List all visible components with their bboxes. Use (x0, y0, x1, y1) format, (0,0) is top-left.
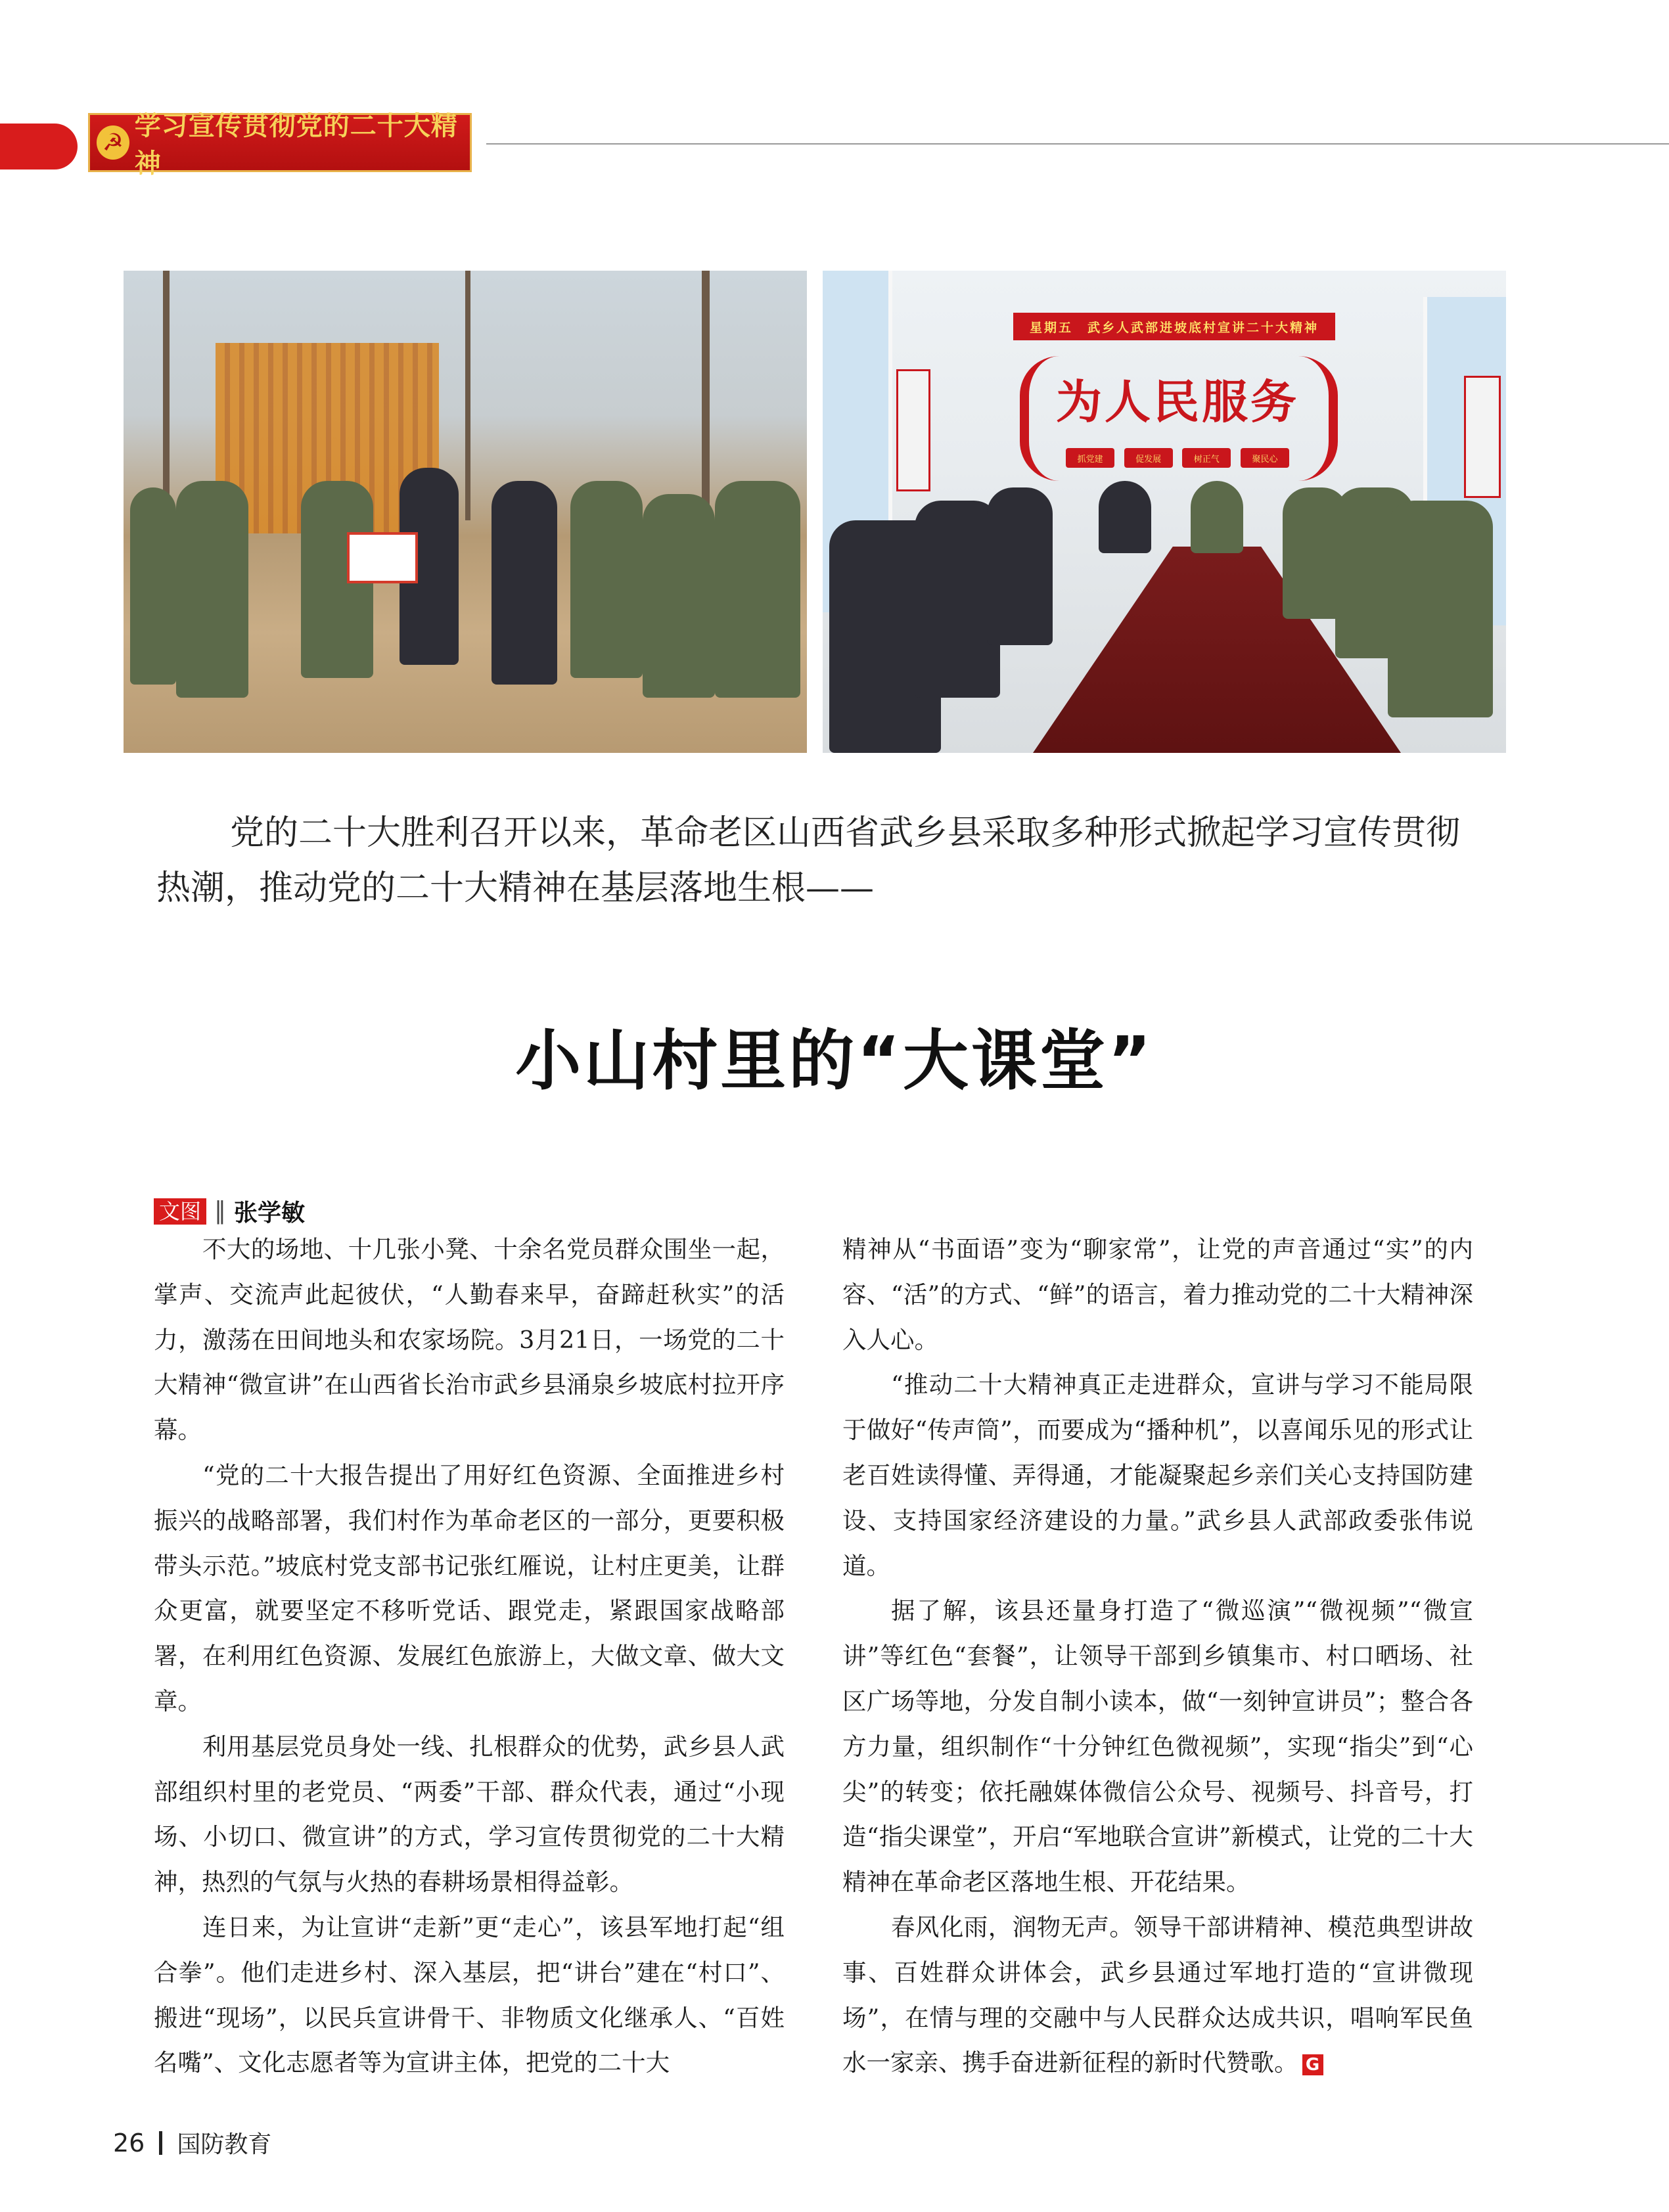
body-paragraph-continuation: 精神从“书面语”变为“聊家常”，让党的声音通过“实”的内容、“活”的方式、“鲜”的语言，着力推动党的二十大精神深入人心。 (842, 1235, 1473, 1354)
body-column-left (154, 1227, 785, 2086)
section-banner (88, 110, 472, 179)
tree-trunk (465, 271, 470, 520)
wall-tag: 树正气 (1182, 448, 1231, 468)
body-paragraph: 连日来，为让宣讲“走新”更“走心”，该县军地打起“组合拳”。他们走进乡村、深入基层，把“讲台”建在“村口”、搬进“现场”，以民兵宣讲骨干、非物质文化继承人、“百姓名嘴”、文化志愿者等为宣讲主体，把党的二十大 (154, 1912, 785, 2077)
person-figure (570, 481, 643, 678)
article-title: 小山村里的“大课堂” (515, 1022, 1154, 1099)
body-paragraph: 不大的场地、十几张小凳、十余名党员群众围坐一起，掌声、交流声此起彼伏，“人勤春来早，奋蹄赶秋实”的活力，激荡在田间地头和农家场院。3月21日，一场党的二十大精神“微宣讲”在山西省长治市武乡县涌泉乡坡底村拉开序幕。 (154, 1235, 785, 1445)
wall-tag: 抓党建 (1066, 448, 1114, 468)
byline-separator: ‖ (214, 1198, 227, 1225)
byline-author: 张学敏 (234, 1200, 306, 1227)
body-paragraph (842, 1905, 1473, 2086)
person-figure (130, 487, 176, 685)
handheld-poster (347, 532, 418, 583)
page-footer (113, 2126, 271, 2159)
wall-slogan: 为人民服务 (1056, 374, 1299, 429)
wall-board (1464, 376, 1501, 498)
wall-tag: 聚民心 (1241, 448, 1289, 468)
body-paragraph: 利用基层党员身处一线、扎根群众的优势，武乡县人武部组织村里的老党员、“两委”干部、群众代表，通过“小现场、小切口、微宣讲”的方式，学习宣传贯彻党的二十大精神，热烈的气氛与火热的春耕场景相得益彰。 (154, 1732, 785, 1897)
photo-meeting-room (823, 271, 1506, 753)
magazine-name: 国防教育 (177, 2131, 272, 2158)
header-rule (486, 143, 1669, 145)
wall-tag: 促发展 (1124, 448, 1173, 468)
body-paragraph: “党的二十大报告提出了用好红色资源、全面推进乡村振兴的战略部署，我们村作为革命老区的一部分，更要积极带头示范。”坡底村党支部书记张红雁说，让村庄更美，让群众更富，就要坚定不移听党话、跟党走，紧跟国家战略部署，在利用红色资源、发展红色旅游上，大做文章、做大文章。 (154, 1460, 785, 1715)
section-banner-title: 学习宣传贯彻党的二十大精神 (134, 110, 458, 179)
person-figure (492, 481, 557, 685)
party-emblem-icon: ☭ (97, 125, 129, 160)
photo-outdoor-lecture (124, 271, 807, 753)
person-figure (987, 487, 1053, 645)
wall-board (896, 369, 930, 491)
body-paragraph-text: 春风化雨，润物无声。领导干部讲精神、模范典型讲故事、百姓群众讲体会，武乡县通过军地打造的“宣讲微现场”，在情与理的交融中与人民群众达成共识，唱响军民鱼水一家亲、携手奋进新征程的新时代赞歌。 (842, 1912, 1473, 2077)
person-figure (1388, 501, 1493, 717)
article-intro: 党的二十大胜利召开以来，革命老区山西省武乡县采取多种形式掀起学习宣传贯彻热潮，推动党的二十大精神在基层落地生根—— (156, 813, 1461, 908)
header-red-tab (0, 124, 78, 169)
byline-tag: 文图 (154, 1198, 206, 1225)
byline (154, 1194, 305, 1228)
person-figure (643, 494, 715, 698)
body-paragraph: “推动二十大精神真正走进群众，宣讲与学习不能局限于做好“传声筒”，而要成为“播种机”，以喜闻乐见的形式让老百姓读得懂、弄得通，才能凝聚起乡亲们关心支持国防建设、支持国家经济建设的力量。”武乡县人武部政委张伟说道。 (842, 1370, 1473, 1580)
room-banner: 星期五 武乡人武部进坡底村宣讲二十大精神 (1013, 313, 1335, 340)
page-number: 26 (113, 2128, 145, 2157)
person-figure (1099, 481, 1151, 553)
end-mark-icon: G (1302, 2054, 1323, 2075)
body-paragraph: 据了解，该县还量身打造了“微巡演”“微视频”“微宣讲”等红色“套餐”，让领导干部到乡镇集市、村口晒场、社区广场等地，分发自制小读本，做“一刻钟宣讲员”；整合各方力量，组织制作“十分钟红色微视频”，实现“指尖”到“心尖”的转变；依托融媒体微信公众号、视频号、抖音号，打造“指尖课堂”，开启“军地联合宣讲”新模式，让党的二十大精神在革命老区落地生根、开花结果。 (842, 1596, 1473, 1897)
footer-divider (159, 2131, 162, 2155)
person-figure (176, 481, 248, 698)
person-figure (715, 481, 800, 698)
wall-tags (1066, 448, 1289, 468)
person-figure (1191, 481, 1243, 553)
body-column-right (842, 1227, 1473, 2086)
